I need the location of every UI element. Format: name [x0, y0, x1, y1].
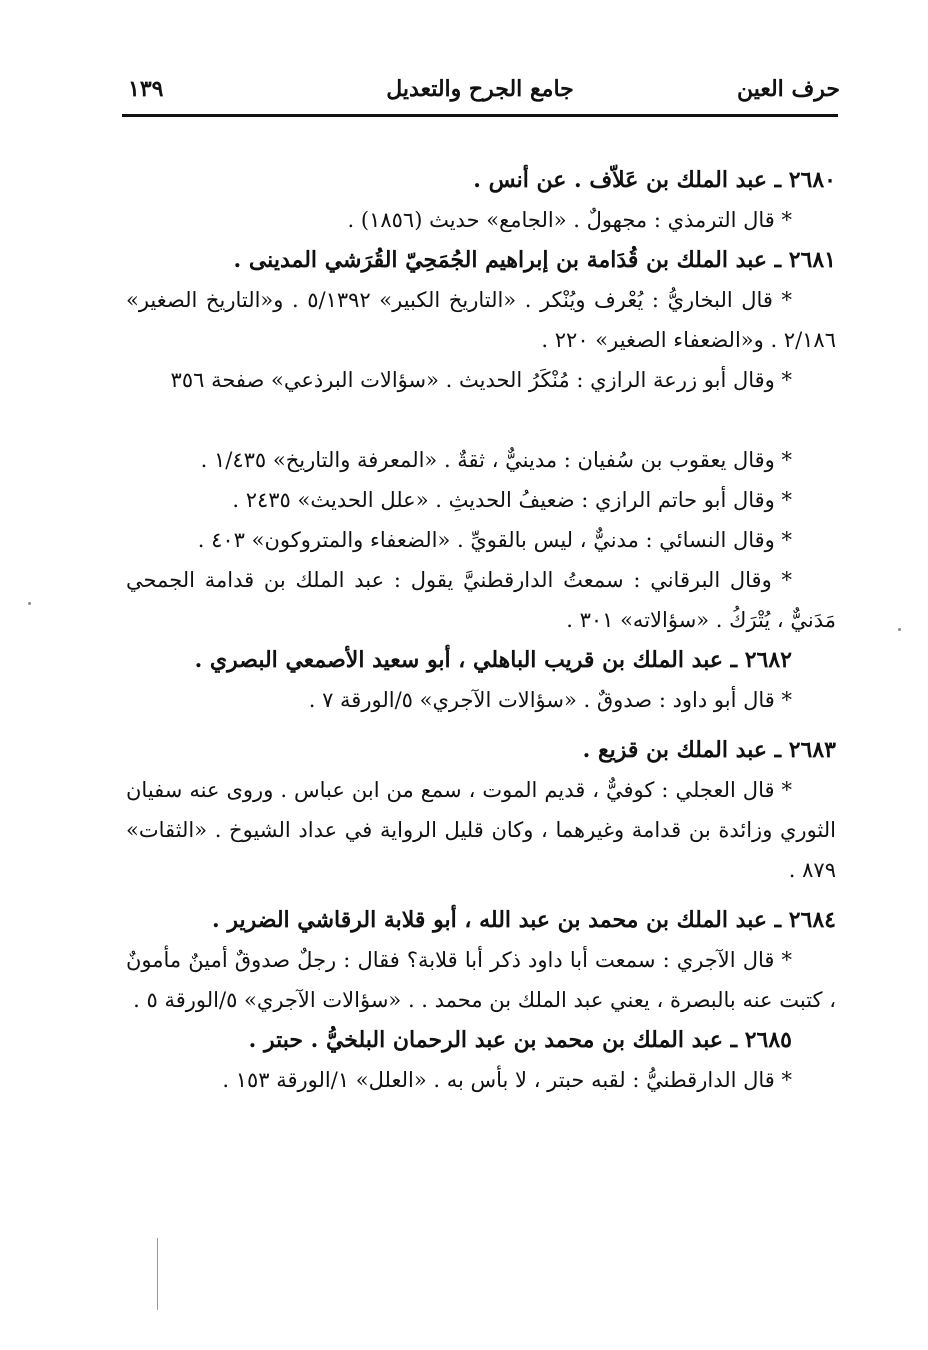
citation: * وقال أبو حاتم الرازي : ضعيفُ الحديثِ . «علل الحديث» ٢٤٣٥ . [232, 488, 792, 512]
entry-title: ٢٦٨١ ـ عبد الملك بن قُدَامة بن إبراهيم الجُمَحِيّ القُرَشي المدينى . [233, 247, 836, 273]
entry-2682 [126, 640, 836, 720]
entry-title: ٢٦٨٠ ـ عبد الملك بن عَلاّف . عن أنس . [473, 167, 836, 193]
entry-title: ٢٦٨٥ ـ عبد الملك بن محمد بن عبد الرحمان البلخيُّ . حبتر . [248, 1027, 792, 1053]
spacer [126, 890, 836, 900]
citation: * قال الدارقطنيُّ : لقبه حبتر ، لا بأس به . «العلل» ١/الورقة ١٥٣ . [222, 1068, 792, 1092]
citation: * قال الآجري : سمعت أبا داود ذكر أبا قلابة؟ فقال : رجلٌ صدوقٌ أمينٌ مأمونٌ ، كتبت عنه بالبصرة ، يعني عبد الملك بن محمد . . «سؤالات الآجري» ٥/الورقة ٥ . [126, 948, 836, 1012]
citation: * قال الترمذي : مجهولٌ . «الجامع» حديث (١٨٥٦) . [347, 208, 792, 232]
book-title: جامع الجرح والتعديل [386, 76, 574, 102]
entry-2680 [126, 160, 836, 240]
page-number: ١٣٩ [128, 76, 164, 102]
citation: * قال العجلي : كوفيٌّ ، قديم الموت ، سمع من ابن عباس . وروى عنه سفيان الثوري وزائدة بن قدامة وغيرهما ، وكان قليل الرواية في عداد الشيوخ . «الثقات» ٨٧٩ . [126, 778, 836, 882]
scan-artifact [157, 1238, 158, 1310]
citation: * وقال النسائي : مدنيٌّ ، ليس بالقويِّ . «الضعفاء والمتروكون» ٤٠٣ . [197, 528, 792, 552]
entry-title: ٢٦٨٣ ـ عبد الملك بن قزيع . [582, 737, 836, 763]
page-body [126, 160, 836, 1100]
entry-2684 [126, 900, 836, 1020]
citation: * قال البخاريُّ : يُعْرف ويُنْكر . «التاريخ الكبير» ٥/١٣٩٢ . و«التاريخ الصغير» ٢/١٨٦ . و«الضعفاء الصغير» ٢٢٠ . [126, 288, 836, 352]
section-name: حرف العين [736, 76, 840, 102]
running-header [120, 72, 840, 112]
citation: * قال أبو داود : صدوقٌ . «سؤالات الآجري» ٥/الورقة ٧ . [308, 688, 792, 712]
blank-space [126, 400, 836, 440]
citation: * وقال أبو زرعة الرازي : مُنْكَرُ الحديث . «سؤالات البرذعي» صفحة ٣٥٦ [170, 368, 792, 392]
spacer [126, 720, 836, 730]
entry-title: ٢٦٨٤ ـ عبد الملك بن محمد بن عبد الله ، أبو قلابة الرقاشي الضرير . [212, 907, 836, 933]
scan-artifact [28, 602, 31, 605]
citation: * وقال يعقوب بن سُفيان : مدينيٌّ ، ثقةٌ . «المعرفة والتاريخ» ١/٤٣٥ . [200, 448, 792, 472]
citation: * وقال البرقاني : سمعتُ الدارقطنيَّ يقول : عبد الملك بن قدامة الجمحي مَدَنيٌّ ، يُتْرَكُ . «سؤالاته» ٣٠١ . [126, 568, 836, 632]
scan-artifact [898, 628, 901, 631]
entry-2683 [126, 730, 836, 890]
entry-2681 [126, 240, 836, 640]
entry-2685 [126, 1020, 836, 1100]
header-rule [122, 114, 838, 117]
entry-title: ٢٦٨٢ ـ عبد الملك بن قريب الباهلي ، أبو سعيد الأصمعي البصري . [194, 647, 792, 673]
